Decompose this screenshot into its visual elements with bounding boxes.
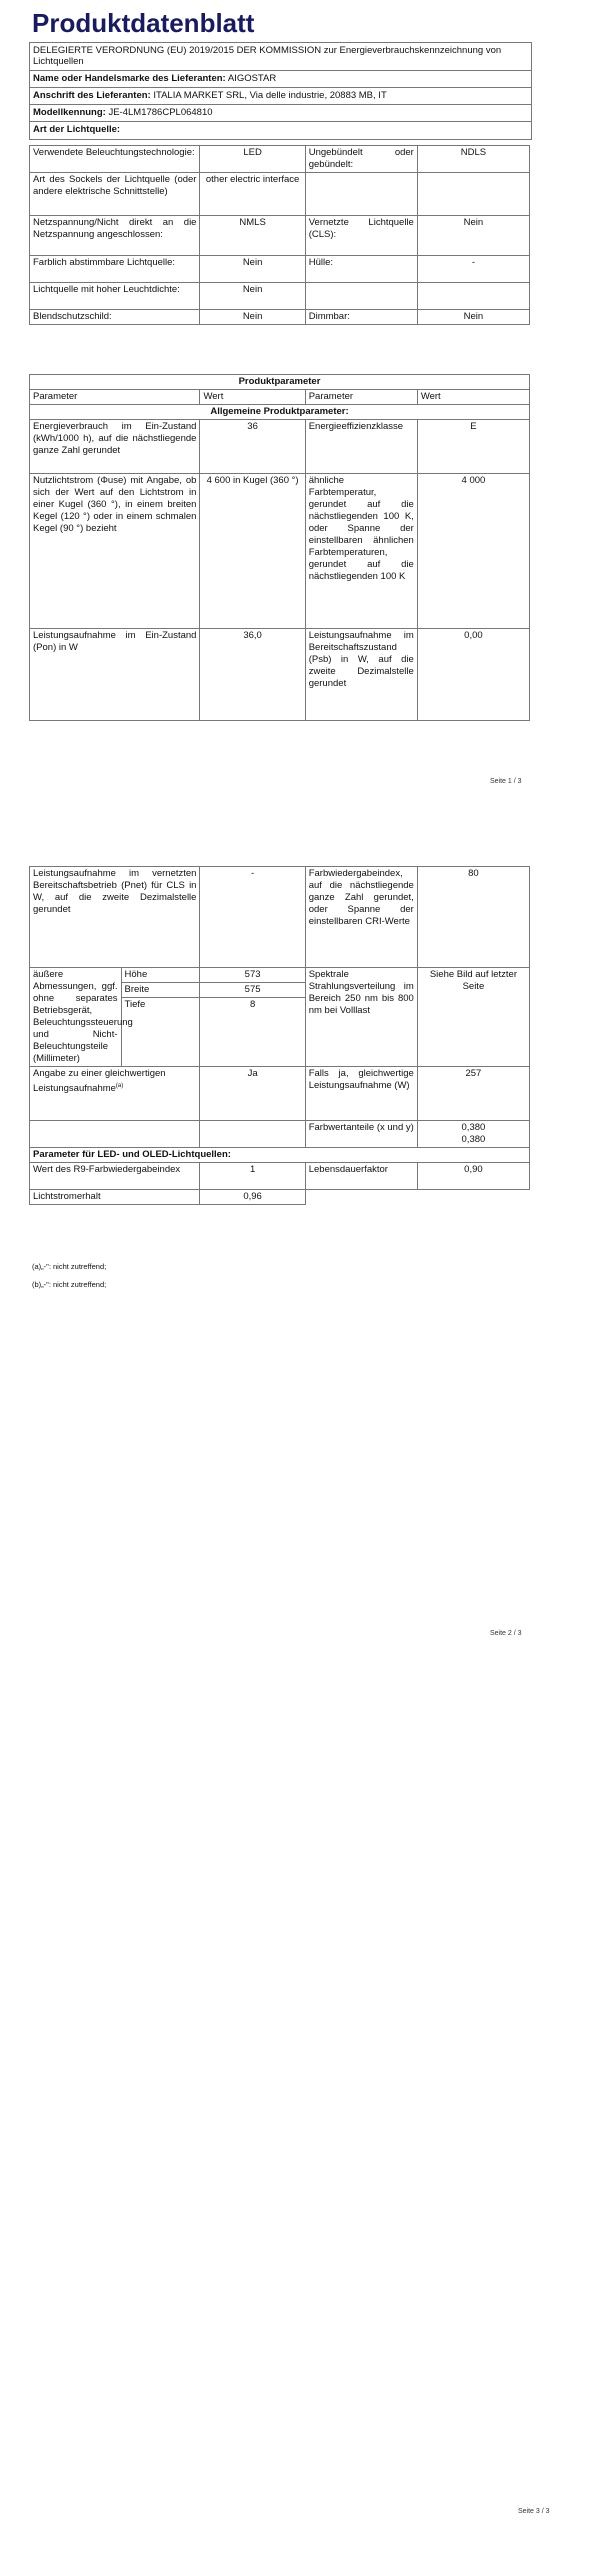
bundled-value: NDLS [417,146,529,173]
led-params-header: Parameter für LED- und OLED-Lichtquellen: [30,1148,530,1163]
lamp-type-row [30,122,531,139]
page-3-footer: Seite 3 / 3 [518,2508,550,2515]
page-1-footer: Seite 1 / 3 [490,778,522,785]
model-value: JE-4LM1786CPL064810 [108,107,213,118]
cls-value: Nein [417,216,529,256]
product-parameters-table [29,374,530,721]
cri-label: Farbwiedergabeindex, auf die nächstliegende ganze Zahl gerundet, oder Spanne der einstellbaren CRI-Werte [305,867,417,968]
supplier-address-value: ITALIA MARKET SRL, Via delle industrie, 20883 MB, IT [153,90,387,101]
on-mode-power-label: Leistungsaufnahme im Ein-Zustand (Pon) in W [30,629,200,721]
spectral-distribution-label: Spektrale Strahlungsverteilung im Bereich 250 nm bis 800 nm bei Volllast [305,968,417,1067]
model-row [30,105,531,122]
footnote-b: (b)„-": nicht zutreffend; [32,1280,107,1289]
page-title: Produktdatenblatt [32,8,255,38]
lamp-properties-table [29,145,530,325]
mains-value: NMLS [200,216,305,256]
on-mode-power-value: 36,0 [200,629,305,721]
chromaticity-label: Farbwertanteile (x und y) [305,1121,417,1148]
survival-factor-value: 0,90 [417,1163,529,1190]
r9-value: 1 [200,1163,305,1190]
cct-value: 4 000 [417,474,529,629]
model-label: Modellkennung: [33,107,106,118]
chromaticity-value: 0,380 0,380 [417,1121,529,1148]
mains-label: Netzspannung/Nicht direkt an die Netzspannung angeschlossen: [30,216,200,256]
luminous-flux-label: Nutzlichtstrom (Φuse) mit Angabe, ob sich der Wert auf den Lichtstrom in einer Kugel (360 °), in einem breiten Kegel (120 °) oder in einem schmalen Kegel (90 °) bezieht [30,474,200,629]
high-luminance-label: Lichtquelle mit hoher Leuchtdichte: [30,283,200,310]
survival-factor-label: Lebensdauerfaktor [305,1163,417,1190]
width-label: Breite [121,983,200,998]
tech-value: LED [200,146,305,173]
depth-value: 8 [200,998,305,1067]
supplier-name-row [30,71,531,88]
equivalent-power-value: 257 [417,1067,529,1121]
envelope-value: - [417,256,529,283]
col-value-2: Wert [417,390,529,405]
supplier-name-value: AIGOSTAR [227,73,277,84]
dimmable-value: Nein [417,310,529,325]
glare-shield-label: Blendschutzschild: [30,310,200,325]
height-value: 573 [200,968,305,983]
dimensions-label: äußere Abmessungen, ggf. ohne separates Betriebsgerät, Beleuchtungssteuerung und Nicht-Beleuchtungsteile (Millimeter) [30,968,122,1067]
colour-tunable-label: Farblich abstimmbare Lichtquelle: [30,256,200,283]
col-value-1: Wert [200,390,305,405]
networked-standby-label: Leistungsaufnahme im vernetzten Bereitschaftsbetrieb (Pnet) für CLS in W, auf die zweite Dezimalstelle gerundet [30,867,200,968]
general-params-header: Allgemeine Produktparameter: [30,405,530,420]
standby-power-value: 0,00 [417,629,529,721]
cri-value: 80 [417,867,529,968]
dimmable-label: Dimmbar: [305,310,417,325]
footnote-a: (a)„-": nicht zutreffend; [32,1262,107,1271]
depth-label: Tiefe [121,998,200,1067]
glare-shield-value: Nein [200,310,305,325]
supplier-header-block [29,42,532,140]
cls-label: Vernetzte Lichtquelle (CLS): [305,216,417,256]
product-params-header: Produktparameter [30,375,530,390]
lumen-maintenance-value: 0,96 [200,1190,305,1205]
equivalent-power-claim-label: Angabe zu einer gleichwertigen Leistungsaufnahme$^{(a)}$ [30,1067,200,1121]
standby-power-label: Leistungsaufnahme im Bereitschaftszustand (Psb) in W, auf die zweite Dezimalstelle gerundet [305,629,417,721]
tech-label: Verwendete Beleuchtungstechnologie: [30,146,200,173]
supplier-name-label: Name oder Handelsmarke des Lieferanten: [33,73,226,84]
luminous-flux-value: 4 600 in Kugel (360 °) [200,474,305,629]
height-label: Höhe [121,968,200,983]
col-param-1: Parameter [30,390,200,405]
energy-class-value: E [417,420,529,474]
regulation-text: DELEGIERTE VERORDNUNG (EU) 2019/2015 DER KOMMISSION zur Energieverbrauchskennzeichnung von Lichtquellen [30,43,531,71]
high-luminance-value: Nein [200,283,305,310]
width-value: 575 [200,983,305,998]
bundled-label: Ungebündelt oder gebündelt: [305,146,417,173]
networked-standby-value: - [200,867,305,968]
colour-tunable-value: Nein [200,256,305,283]
envelope-label: Hülle: [305,256,417,283]
cct-label: ähnliche Farbtemperatur, gerundet auf die nächstliegenden 100 K, oder Spanne der einstellbaren ähnlichen Farbtemperaturen, gerundet auf die nächstliegenden 100 K [305,474,417,629]
supplier-address-row [30,88,531,105]
lamp-type-label: Art der Lichtquelle: [33,124,121,135]
energy-class-label: Energieeffizienzklasse [305,420,417,474]
equivalent-power-claim-value: Ja [200,1067,305,1121]
page-2-footer: Seite 2 / 3 [490,1630,522,1637]
socket-label: Art des Sockels der Lichtquelle (oder andere elektrische Schnittstelle) [30,173,200,216]
page-2-parameters-table [29,866,530,1205]
spectral-distribution-value: Siehe Bild auf letzter Seite [417,968,529,1067]
socket-value: other electric interface [200,173,305,216]
lumen-maintenance-label: Lichtstromerhalt [30,1190,200,1205]
energy-consumption-value: 36 [200,420,305,474]
col-param-2: Parameter [305,390,417,405]
r9-label: Wert des R9-Farbwiedergabeindex [30,1163,200,1190]
energy-consumption-label: Energieverbrauch im Ein-Zustand (kWh/1000 h), auf die nächstliegende ganze Zahl gerundet [30,420,200,474]
supplier-address-label: Anschrift des Lieferanten: [33,90,151,101]
equivalent-power-label: Falls ja, gleichwertige Leistungsaufnahme (W) [305,1067,417,1121]
